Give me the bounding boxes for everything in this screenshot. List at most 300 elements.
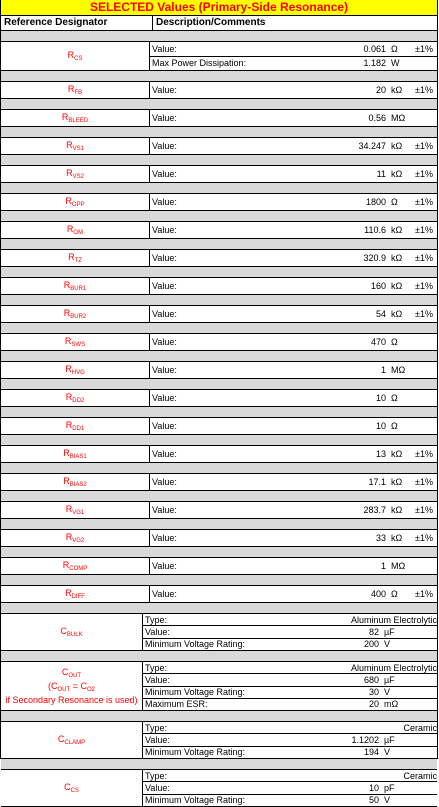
- field-label: Value:: [152, 589, 177, 599]
- value-tolerance: ±1%: [415, 477, 433, 487]
- designator-subscript: BLEED: [68, 118, 89, 124]
- component-value: 200: [363, 639, 379, 650]
- row-separator: [1, 351, 437, 362]
- value-unit: V: [384, 747, 391, 758]
- row-separator: [1, 211, 437, 222]
- designator-note-part: (C: [48, 681, 58, 691]
- component-value: 1.1202: [351, 734, 379, 745]
- description-cells: [150, 502, 437, 518]
- designator-letter: C: [60, 626, 67, 636]
- designator-subscript: COMP: [69, 566, 88, 572]
- value-unit: mΩ: [384, 699, 399, 710]
- description-line: [143, 639, 437, 650]
- component-value: 160: [370, 281, 386, 291]
- reference-designator: [1, 138, 150, 154]
- row-separator: [1, 127, 437, 138]
- description-line: [150, 446, 437, 462]
- designator-subscript: BUR2: [70, 314, 87, 320]
- field-label: Value:: [152, 421, 177, 431]
- value-tolerance: ±1%: [415, 449, 433, 459]
- value-unit: kΩ: [391, 85, 403, 95]
- field-label: Value:: [152, 281, 177, 291]
- description-line: [150, 110, 437, 126]
- component-value: 11: [376, 169, 386, 179]
- designator-letter: R: [63, 280, 71, 290]
- designator-letter: C: [64, 782, 71, 792]
- type-value: Aluminum Electrolytic: [350, 662, 437, 673]
- designator-note-part: O2: [86, 687, 95, 693]
- designator-subscript: DD1: [72, 426, 85, 432]
- component-value: 17.1: [368, 477, 386, 487]
- component-value: 0.56: [368, 113, 386, 123]
- reference-designator: [1, 306, 150, 322]
- designator-subscript: BIAS1: [69, 454, 87, 460]
- row-separator: [1, 603, 437, 614]
- designator-letter: R: [64, 336, 72, 346]
- field-label: Value:: [152, 561, 177, 571]
- component-value: 283.7: [363, 505, 386, 515]
- description-cells: [150, 110, 437, 126]
- reference-designator: [1, 418, 150, 434]
- field-label: Maximum ESR:: [145, 699, 208, 710]
- component-groups: [1, 31, 437, 807]
- description-line: [150, 362, 437, 378]
- field-label: Minimum Voltage Rating:: [145, 687, 246, 698]
- description-cells: [150, 362, 437, 378]
- row-separator: [1, 575, 437, 586]
- field-label: Value:: [152, 365, 177, 375]
- component-row-r-vg1: [1, 502, 437, 519]
- reference-designator: [1, 614, 143, 650]
- component-value: 54: [375, 309, 386, 319]
- field-label: Value:: [152, 449, 177, 459]
- value-unit: W: [391, 58, 400, 69]
- designator-letter: R: [65, 588, 72, 598]
- value-unit: kΩ: [391, 281, 403, 291]
- row-separator: [1, 267, 437, 278]
- value-unit: Ω: [391, 589, 398, 599]
- component-value: 34.247: [358, 141, 386, 151]
- component-value: 1.182: [363, 58, 386, 69]
- designator-letter: R: [66, 224, 74, 234]
- component-value: 110.6: [364, 225, 386, 235]
- value-tolerance: ±1%: [415, 309, 433, 319]
- description-cells: [150, 42, 437, 70]
- row-separator: [1, 323, 437, 334]
- component-row-r-sws: [1, 334, 437, 351]
- description-cells: [150, 250, 437, 266]
- field-label: Value:: [152, 337, 177, 347]
- designator-letter: C: [57, 734, 65, 744]
- designator-letter: R: [65, 504, 73, 514]
- value-unit: MΩ: [391, 365, 406, 375]
- value-unit: µF: [384, 734, 395, 745]
- component-row-r-vg2: [1, 530, 437, 547]
- designator-letter: R: [68, 252, 75, 262]
- designator-letter: R: [62, 560, 70, 570]
- description-cells: [150, 446, 437, 462]
- component-row-r-bias2: [1, 474, 437, 491]
- component-row-r-hvg: [1, 362, 437, 379]
- description-line: [150, 306, 437, 322]
- component-value: 1: [380, 561, 386, 571]
- description-cells: [143, 662, 437, 710]
- field-label: Value:: [152, 113, 177, 123]
- value-unit: kΩ: [391, 253, 403, 263]
- row-separator: [1, 547, 437, 558]
- value-tolerance: ±1%: [415, 197, 433, 207]
- value-unit: Ω: [391, 337, 398, 347]
- value-unit: Ω: [391, 421, 398, 431]
- description-cells: [150, 278, 437, 294]
- type-value: Ceramic: [403, 770, 437, 781]
- field-label: Type:: [145, 722, 168, 733]
- designator-letter: R: [65, 420, 73, 430]
- designator-letter: R: [65, 392, 73, 402]
- reference-designator: [1, 446, 150, 462]
- value-unit: MΩ: [391, 561, 406, 571]
- value-unit: kΩ: [391, 141, 403, 151]
- reference-designator: [1, 42, 150, 70]
- row-separator: [1, 183, 437, 194]
- description-line: [143, 614, 437, 626]
- component-value: 30: [368, 687, 379, 698]
- value-unit: kΩ: [391, 477, 403, 487]
- designator-subscript: VS2: [72, 174, 84, 180]
- description-line: [143, 747, 437, 758]
- row-separator: [1, 379, 437, 390]
- designator-subscript: CS: [74, 56, 83, 62]
- description-line: [150, 166, 437, 182]
- description-line: [150, 334, 437, 350]
- description-cells: [150, 474, 437, 490]
- value-unit: V: [384, 795, 391, 806]
- field-label: Value:: [152, 141, 177, 151]
- table-title: SELECTED Values (Primary-Side Resonance): [1, 0, 437, 16]
- component-value: 20: [368, 699, 379, 710]
- reference-designator: [1, 586, 150, 602]
- designator-note: if Secondary Resonance is used): [5, 695, 138, 705]
- description-cells: [150, 530, 437, 546]
- description-header: Description/Comments: [156, 17, 266, 28]
- description-line: [150, 390, 437, 406]
- value-tolerance: ±1%: [415, 85, 433, 95]
- row-separator: [1, 435, 437, 446]
- value-unit: V: [384, 687, 391, 698]
- component-value: 50: [368, 795, 379, 806]
- description-line: [150, 82, 437, 98]
- value-unit: kΩ: [391, 449, 403, 459]
- field-label: Value:: [152, 85, 177, 95]
- designator-subscript: BULK: [66, 632, 83, 638]
- designator-subscript: SWS: [71, 342, 86, 348]
- description-line: [150, 138, 437, 154]
- component-row-r-bur1: [1, 278, 437, 295]
- value-tolerance: ±1%: [415, 505, 433, 515]
- field-label: Value:: [152, 169, 177, 179]
- reference-designator: [1, 166, 150, 182]
- field-label: Minimum Voltage Rating:: [145, 747, 246, 758]
- row-separator: [1, 407, 437, 418]
- designator-letter: R: [63, 476, 70, 486]
- row-separator: [1, 463, 437, 474]
- field-label: Value:: [152, 533, 177, 543]
- component-row-r-opp: [1, 194, 437, 211]
- value-unit: Ω: [391, 393, 398, 403]
- row-separator: [1, 711, 437, 722]
- description-cells: [143, 722, 437, 758]
- designator-subscript: FB: [74, 90, 83, 96]
- description-line: [143, 782, 437, 794]
- row-separator: [1, 519, 437, 530]
- component-value: 470: [370, 337, 386, 347]
- component-value: 10: [375, 393, 386, 403]
- description-line: [143, 687, 437, 699]
- designator-subscript: OPP: [71, 202, 85, 208]
- description-line: [143, 795, 437, 806]
- component-row-r-dd1: [1, 418, 437, 435]
- designator-letter: R: [66, 168, 73, 178]
- description-line: [150, 558, 437, 574]
- description-cells: [150, 418, 437, 434]
- description-line: [143, 722, 437, 734]
- value-tolerance: ±1%: [415, 169, 433, 179]
- description-cells: [150, 166, 437, 182]
- component-row-c-out: [1, 662, 437, 711]
- row-separator: [1, 155, 437, 166]
- component-value: 1800: [365, 197, 386, 207]
- component-value: 20: [375, 85, 386, 95]
- component-value: 13: [375, 449, 386, 459]
- component-value: 33: [375, 533, 386, 543]
- description-line: [150, 278, 437, 294]
- field-label: Value:: [145, 674, 170, 685]
- component-row-r-bias1: [1, 446, 437, 463]
- value-unit: kΩ: [391, 169, 403, 179]
- value-unit: MΩ: [391, 113, 406, 123]
- designator-subscript: VS1: [72, 146, 84, 152]
- reference-designator: [1, 334, 150, 350]
- value-unit: Ω: [391, 197, 398, 207]
- component-value: 82: [368, 626, 379, 637]
- value-unit: kΩ: [391, 533, 403, 543]
- designator-letter: R: [61, 112, 69, 122]
- value-unit: Ω: [391, 43, 398, 54]
- description-line: [150, 194, 437, 210]
- designator-subscript: BIAS2: [69, 482, 87, 488]
- designator-subscript: HVG: [71, 370, 85, 376]
- designator-subscript: OUT: [68, 673, 82, 679]
- row-separator: [1, 759, 437, 770]
- component-value: 194: [363, 747, 379, 758]
- description-cells: [150, 558, 437, 574]
- row-separator: [1, 651, 437, 662]
- description-line: [150, 502, 437, 518]
- description-line: [143, 626, 437, 638]
- component-row-r-diff: [1, 586, 437, 603]
- designator-letter: R: [67, 84, 75, 94]
- field-label: Value:: [145, 734, 170, 745]
- field-label: Value:: [152, 225, 177, 235]
- value-tolerance: ±1%: [415, 589, 433, 599]
- row-separator: [1, 99, 437, 110]
- designator-subscript: BUR1: [70, 286, 87, 292]
- component-value: 400: [370, 589, 386, 599]
- reference-designator: [1, 194, 150, 210]
- description-cells: [150, 194, 437, 210]
- row-separator: [1, 491, 437, 502]
- component-row-c-bulk: [1, 614, 437, 651]
- designator-note-part: = C: [70, 681, 87, 691]
- header-row: [1, 16, 437, 31]
- component-row-r-om: [1, 222, 437, 239]
- value-tolerance: ±1%: [415, 533, 433, 543]
- field-label: Minimum Voltage Rating:: [145, 795, 246, 806]
- reference-designator: [1, 390, 150, 406]
- description-line: [143, 699, 437, 710]
- component-value: 0.061: [363, 43, 386, 54]
- field-label: Value:: [152, 393, 177, 403]
- field-label: Value:: [145, 626, 170, 637]
- field-label: Minimum Voltage Rating:: [145, 639, 246, 650]
- designator-letter: R: [63, 448, 70, 458]
- designator-subscript: CS: [70, 788, 79, 794]
- reference-designator: [1, 662, 143, 710]
- row-separator: [1, 31, 437, 42]
- designator-letter: R: [63, 308, 71, 318]
- reference-designator: [1, 474, 150, 490]
- field-label: Type:: [145, 662, 168, 673]
- row-separator: [1, 239, 437, 250]
- field-label: Value:: [152, 253, 177, 263]
- designator-letter: C: [61, 667, 69, 677]
- description-cells: [150, 390, 437, 406]
- field-label: Value:: [152, 505, 177, 515]
- component-row-r-fb: [1, 82, 437, 99]
- value-unit: pF: [384, 782, 395, 793]
- description-line: [150, 474, 437, 490]
- field-label: Value:: [152, 43, 177, 54]
- component-value: 10: [375, 421, 386, 431]
- component-row-c-cs: [1, 770, 437, 807]
- reference-designator: [1, 250, 150, 266]
- designator-subscript: CLAMP: [64, 740, 86, 746]
- description-cells: [150, 306, 437, 322]
- type-value: Aluminum Electrolytic: [350, 614, 437, 625]
- reference-designator: [1, 530, 150, 546]
- reference-designator: [1, 502, 150, 518]
- field-label: Type:: [145, 614, 168, 625]
- description-line: [150, 222, 437, 238]
- description-line: [150, 57, 437, 71]
- description-line: [143, 770, 437, 782]
- value-tolerance: ±1%: [415, 253, 433, 263]
- component-row-r-dd2: [1, 390, 437, 407]
- designator-letter: R: [65, 196, 72, 206]
- description-cells: [143, 614, 437, 650]
- value-unit: kΩ: [391, 309, 403, 319]
- field-label: Max Power Dissipation:: [152, 58, 247, 69]
- value-tolerance: ±1%: [415, 43, 433, 54]
- designator-subscript: DIFF: [71, 594, 85, 600]
- designator-letter: R: [65, 532, 73, 542]
- value-unit: kΩ: [391, 505, 403, 515]
- value-unit: kΩ: [391, 225, 403, 235]
- component-row-r-bleed: [1, 110, 437, 127]
- reference-designator: [1, 770, 143, 806]
- row-separator: [1, 71, 437, 82]
- component-row-r-vs1: [1, 138, 437, 155]
- value-tolerance: ±1%: [415, 281, 433, 291]
- reference-designator: [1, 722, 143, 758]
- description-cells: [150, 586, 437, 602]
- designator-note-part: OUT: [57, 687, 71, 693]
- description-line: [150, 418, 437, 434]
- component-value: 320.9: [363, 253, 386, 263]
- component-row-c-clamp: [1, 722, 437, 759]
- component-row-r-bur2: [1, 306, 437, 323]
- designator-subscript: TZ: [74, 258, 82, 264]
- reference-designator: [1, 558, 150, 574]
- designator-letter: R: [65, 364, 72, 374]
- type-value: Ceramic: [403, 722, 437, 733]
- component-row-r-cs: [1, 42, 437, 71]
- value-unit: µF: [384, 674, 395, 685]
- description-cells: [150, 334, 437, 350]
- field-label: Value:: [152, 309, 177, 319]
- designator-subscript: DD2: [72, 398, 85, 404]
- designator-subscript: VG2: [72, 538, 85, 544]
- value-tolerance: ±1%: [415, 141, 433, 151]
- description-cells: [150, 138, 437, 154]
- value-tolerance: ±1%: [415, 225, 433, 235]
- field-label: Value:: [152, 477, 177, 487]
- designator-header: Reference Designator: [1, 16, 153, 30]
- reference-designator: [1, 82, 150, 98]
- designator-letter: R: [66, 140, 73, 150]
- reference-designator: [1, 278, 150, 294]
- reference-designator: [1, 222, 150, 238]
- reference-designator: [1, 362, 150, 378]
- field-label: Value:: [145, 782, 170, 793]
- designator-subscript: OM: [73, 230, 84, 236]
- designator-letter: R: [67, 50, 75, 60]
- value-unit: µF: [384, 626, 395, 637]
- description-cells: [143, 770, 437, 806]
- value-unit: V: [384, 639, 391, 650]
- description-line: [150, 42, 437, 57]
- row-separator: [1, 295, 437, 306]
- designator-subscript: VG1: [72, 510, 85, 516]
- description-cells: [150, 82, 437, 98]
- component-value: 680: [363, 674, 379, 685]
- description-cells: [150, 222, 437, 238]
- description-line: [150, 586, 437, 602]
- component-value: 1: [380, 365, 386, 375]
- description-line: [150, 250, 437, 266]
- field-label: Type:: [145, 770, 168, 781]
- field-label: Value:: [152, 197, 177, 207]
- reference-designator: [1, 110, 150, 126]
- component-value: 10: [368, 782, 379, 793]
- description-line: [143, 734, 437, 746]
- component-row-r-vs2: [1, 166, 437, 183]
- description-line: [150, 530, 437, 546]
- description-line: [143, 662, 437, 674]
- component-row-r-comp: [1, 558, 437, 575]
- component-row-r-tz: [1, 250, 437, 267]
- description-line: [143, 674, 437, 686]
